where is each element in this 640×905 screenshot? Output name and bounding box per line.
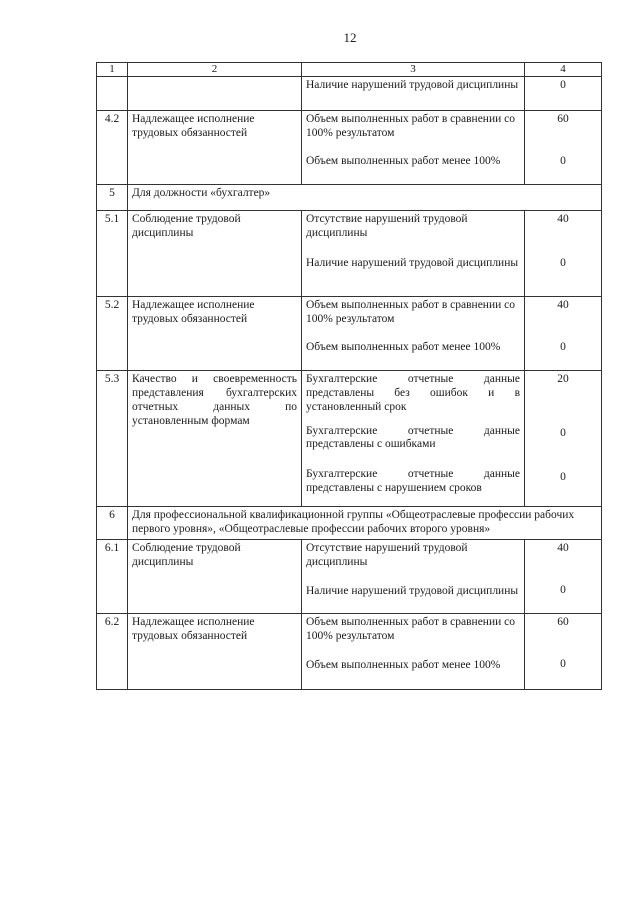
- table-row: [97, 613, 602, 689]
- criterion-text: Объем выполненных работ менее 100%: [306, 340, 501, 353]
- row-number: 6: [97, 507, 128, 540]
- points-cell: [525, 211, 602, 297]
- points-cell: [525, 613, 602, 689]
- section-row: [97, 185, 602, 211]
- header-cell: 1: [97, 63, 128, 77]
- header-cell: 3: [302, 63, 525, 77]
- table-row: [97, 77, 602, 111]
- points-cell: [525, 539, 602, 613]
- row-number: 5: [97, 185, 128, 211]
- indicator-cell: Качество и своевременность представления бухгалтерских отчетных данных по установленным формам: [128, 371, 302, 507]
- criteria-cell: [302, 111, 525, 185]
- indicator-cell: Надлежащее исполнение трудовых обязанностей: [128, 613, 302, 689]
- criterion-text: Объем выполненных работ в сравнении со 100% результатом: [306, 113, 515, 139]
- criterion-text: Объем выполненных работ менее 100%: [306, 154, 501, 167]
- section-row: [97, 507, 602, 540]
- table-row: [97, 297, 602, 371]
- criterion-text: Бухгалтерские отчетные данные представлены с ошибками: [306, 424, 520, 451]
- table-row: [97, 111, 602, 185]
- criterion-text: Наличие нарушений трудовой дисциплины: [306, 585, 519, 598]
- criterion-text: Отсутствие нарушений трудовой дисциплины: [306, 541, 468, 568]
- points-cell: [525, 371, 602, 507]
- points-cell: [525, 77, 602, 111]
- criterion-text: Бухгалтерские отчетные данные представлены с нарушением сроков: [306, 468, 520, 494]
- row-number: 5.2: [97, 297, 128, 371]
- criteria-cell: [302, 211, 525, 297]
- criterion-text: Отсутствие нарушений трудовой дисциплины: [306, 213, 468, 239]
- row-number: 6.2: [97, 613, 128, 689]
- criteria-cell: [302, 539, 525, 613]
- row-number: [97, 77, 128, 111]
- section-title: Для должности «бухгалтер»: [128, 185, 602, 211]
- page-number: 12: [343, 30, 357, 45]
- points-value: 40: [557, 213, 569, 226]
- indicator-cell: Надлежащее исполнение трудовых обязанностей: [128, 297, 302, 371]
- indicator-cell: [128, 77, 302, 111]
- header-cell: 4: [525, 63, 602, 77]
- points-cell: [525, 111, 602, 185]
- criterion-text: Объем выполненных работ в сравнении со 100% результатом: [306, 299, 515, 325]
- header-cell: 2: [128, 63, 302, 77]
- points-value: 0: [560, 256, 566, 269]
- points-value: 60: [557, 113, 569, 126]
- section-title: Для профессиональной квалификационной группы «Общеотраслевые профессии рабочих первого уровня», «Общеотраслевые профессии рабочих второго уровня»: [128, 507, 602, 540]
- points-value: 0: [560, 154, 566, 167]
- row-number: 6.1: [97, 539, 128, 613]
- indicator-cell: Соблюдение трудовой дисциплины: [128, 211, 302, 297]
- criterion-text: Объем выполненных работ в сравнении со 100% результатом: [306, 615, 515, 642]
- row-number: 5.1: [97, 211, 128, 297]
- table-row: [97, 539, 602, 613]
- points-value: 0: [560, 657, 566, 670]
- points-value: 0: [560, 340, 566, 353]
- points-value: 0: [560, 426, 566, 439]
- points-value: 40: [557, 299, 569, 312]
- points-cell: [525, 297, 602, 371]
- points-value: 60: [557, 615, 569, 628]
- row-number: 5.3: [97, 371, 128, 507]
- indicator-cell: Надлежащее исполнение трудовых обязанностей: [128, 111, 302, 185]
- criteria-cell: [302, 77, 525, 111]
- criterion-text: Наличие нарушений трудовой дисциплины: [306, 79, 519, 92]
- table-header-row: [97, 63, 602, 77]
- points-value: 20: [557, 373, 569, 386]
- criterion-text: Бухгалтерские отчетные данные представлены без ошибок и в установленный срок: [306, 373, 520, 413]
- criteria-cell: [302, 297, 525, 371]
- row-number: 4.2: [97, 111, 128, 185]
- table-row: [97, 371, 602, 507]
- indicator-cell: Соблюдение трудовой дисциплины: [128, 539, 302, 613]
- points-value: 40: [557, 541, 569, 554]
- criteria-table: [96, 62, 602, 690]
- table-row: [97, 211, 602, 297]
- criterion-text: Объем выполненных работ менее 100%: [306, 659, 501, 672]
- points-value: 0: [560, 470, 566, 483]
- criteria-cell: [302, 371, 525, 507]
- points-value: 0: [560, 79, 566, 92]
- criteria-cell: [302, 613, 525, 689]
- points-value: 0: [560, 583, 566, 596]
- criterion-text: Наличие нарушений трудовой дисциплины: [306, 256, 519, 269]
